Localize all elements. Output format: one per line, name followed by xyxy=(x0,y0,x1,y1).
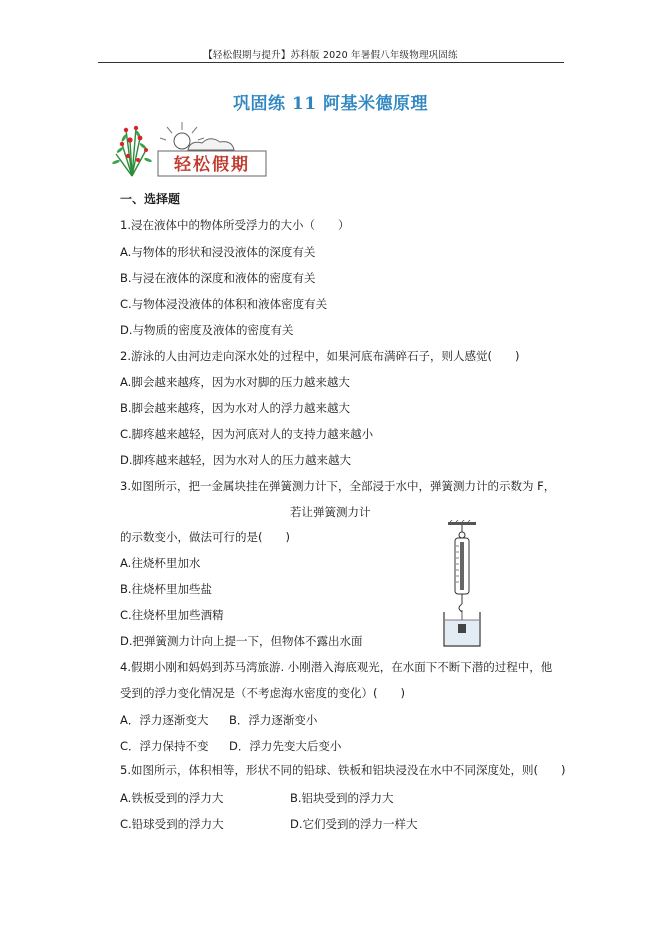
question-4-option-a: A．浮力逐渐变大 xyxy=(120,713,209,727)
page-header: 【轻松假期与提升】苏科版 2020 年暑假八年级物理巩固练 xyxy=(203,50,458,61)
spring-scale-diagram xyxy=(430,520,490,650)
question-3-option-a: A.往烧杯里加水 xyxy=(120,556,201,570)
question-2-option-b: B.脚会越来越疼，因为水对人的浮力越来越大 xyxy=(120,401,351,415)
question-3-option-b: B.往烧杯里加些盐 xyxy=(120,582,213,596)
question-3-option-c: C.往烧杯里加些酒精 xyxy=(120,608,224,622)
header-divider xyxy=(98,62,564,63)
section-heading: 一、选择题 xyxy=(120,192,181,206)
question-4-option-c: C．浮力保持不变 xyxy=(120,739,209,753)
question-5-option-a: A.铁板受到的浮力大 xyxy=(120,791,224,805)
holiday-banner-illustration xyxy=(110,120,270,178)
question-3-stem-continued: 的示数变小，做法可行的是( ) xyxy=(120,530,290,544)
question-5-stem: 5.如图所示，体积相等，形状不同的铅球、铁板和铝块浸没在水中不同深度处，则( ) xyxy=(120,763,566,777)
question-5-option-d: D.它们受到的浮力一样大 xyxy=(290,817,418,831)
question-5-option-b: B.铝块受到的浮力大 xyxy=(290,791,394,805)
question-2-option-c: C.脚疼越来越轻，因为河底对人的支持力越来越小 xyxy=(120,427,374,441)
question-3-stem: 3.如图所示，把一金属块挂在弹簧测力计下，全部浸于水中，弹簧测力计的示数为 F， xyxy=(120,479,556,493)
question-4-stem-continued: 受到的浮力变化情况是（不考虑海水密度的变化）( ) xyxy=(120,686,405,700)
question-3-option-d: D.把弹簧测力计向上提一下，但物体不露出水面 xyxy=(120,634,363,648)
question-2-option-d: D.脚疼越来越轻，因为水对人的压力越来越大 xyxy=(120,453,352,467)
question-1-option-b: B.与浸在液体的深度和液体的密度有关 xyxy=(120,271,316,285)
question-3-stem-tail: 若让弹簧测力计 xyxy=(290,505,371,519)
question-4-stem: 4.假期小刚和妈妈到苏马湾旅游. 小刚潜入海底观光，在水面下不断下潜的过程中，他 xyxy=(120,660,553,674)
question-1-option-a: A.与物体的形状和浸没液体的深度有关 xyxy=(120,245,316,259)
question-2-option-a: A.脚会越来越疼，因为水对脚的压力越来越大 xyxy=(120,375,350,389)
question-1-option-c: C.与物体浸没液体的体积和液体密度有关 xyxy=(120,297,328,311)
question-1-stem: 1.浸在液体中的物体所受浮力的大小（ ） xyxy=(120,218,350,232)
page-title: 巩固练 11 阿基米德原理 xyxy=(233,94,428,114)
spring-scale-figure xyxy=(430,520,490,650)
banner-label: 轻松假期 xyxy=(174,155,250,175)
holiday-banner xyxy=(110,120,270,178)
question-4-option-d: D．浮力先变大后变小 xyxy=(229,739,342,753)
question-5-option-c: C.铅球受到的浮力大 xyxy=(120,817,224,831)
question-2-stem: 2.游泳的人由河边走向深水处的过程中，如果河底布满碎石子，则人感觉( ) xyxy=(120,349,520,363)
question-4-option-b: B．浮力逐渐变小 xyxy=(229,713,318,727)
question-1-option-d: D.与物质的密度及液体的密度有关 xyxy=(120,323,294,337)
